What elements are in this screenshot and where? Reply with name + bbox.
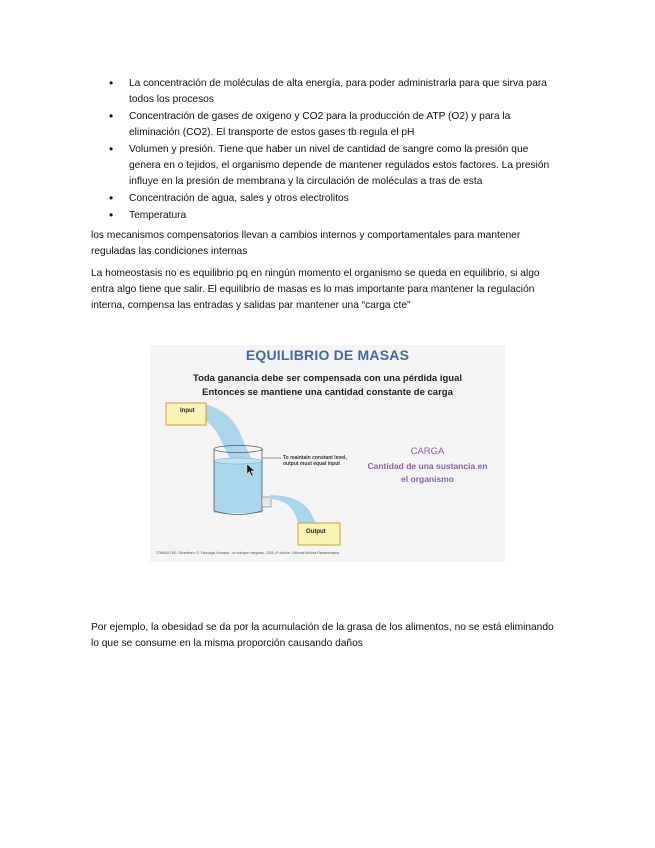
- tank-note: output must equal input: [283, 461, 340, 467]
- figure-subtitle: Toda ganancia debe ser compensada con una pérdida igual: [192, 373, 463, 384]
- figure-title: EQUILIBRIO DE MASAS: [245, 347, 410, 363]
- figure-subtitle: Entonces se mantiene una cantidad constante de carga: [202, 387, 453, 398]
- outlet-spout: [262, 497, 271, 507]
- carga-title: CARGA: [410, 446, 445, 457]
- bullet-item: • Volumen y presión. Tiene que haber un nivel de cantidad de sangre como la presión que genera en o tejidos, el organismo depende de mantener regulados estos factores. La presión influye en la presión de membrana y la circulación de moléculas a tras de esta: [91, 142, 561, 189]
- bullet-item: • Concentración de agua, sales y otros electrolitos: [91, 191, 561, 207]
- tank-water: [214, 461, 262, 513]
- bullet-item: • Temperatura: [91, 208, 561, 224]
- mass-balance-figure: [150, 345, 505, 562]
- outflow-stream: [270, 495, 318, 527]
- input-label: Input: [180, 408, 195, 414]
- figure-citation: TOMADO DE: Silverthorn, D. Fisiología Humana - un enfoque integrado, 2008, 4ª edición. Editorial Médica Panamericana: [156, 551, 340, 555]
- bullet-item: • La concentración de moléculas de alta energía, para poder administrarla para que sirva para todos los procesos: [91, 76, 561, 108]
- bullet-item: • Concentración de gases de oxigeno y CO2 para la producción de ATP (O2) y para la eliminación (CO2). El transporte de estos gases tb regula el pH: [91, 109, 561, 141]
- carga-description: el organismo: [401, 474, 454, 484]
- paragraph-homeostasis: La homeostasis no es equilibrio pq en ningún momento el organismo se queda en equilibrio, si algo entra algo tiene que salir. El equilibrio de masas es lo mas importante para mantener la regulación interna, compensa las entradas y salidas par mantener una “carga cte”: [91, 268, 540, 311]
- water-surface: [214, 458, 262, 464]
- carga-description: Cantidad de una sustancia en: [367, 461, 488, 471]
- bullet-list: [91, 76, 561, 226]
- paragraph-ejemplo: Por ejemplo, la obesidad se da por la acumulación de la grasa de los alimentos, no se está eliminando lo que se consume en la misma proporción causando daños: [91, 622, 554, 649]
- output-label: Output: [306, 529, 326, 535]
- tank-note: To maintain constant level,: [283, 455, 347, 461]
- input-box: [166, 403, 206, 425]
- paragraph-compensatorios: los mecanismos compensatorios llevan a cambios internos y comportamentales para mantener reguladas las condiciones internas: [91, 230, 521, 257]
